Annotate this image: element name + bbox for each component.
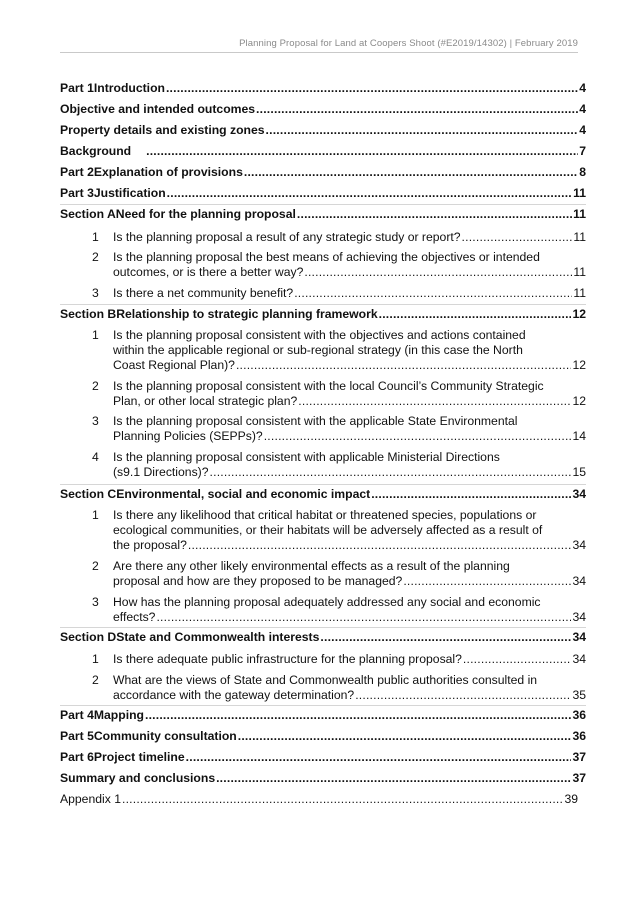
dot-leader bbox=[156, 610, 571, 625]
toc-page-number: 37 bbox=[572, 771, 586, 785]
divider bbox=[60, 204, 586, 205]
dot-leader bbox=[122, 792, 563, 807]
toc-question-a3[interactable] bbox=[92, 286, 586, 301]
toc-entry-part-2[interactable] bbox=[60, 165, 586, 180]
toc-page-number: 14 bbox=[572, 429, 586, 443]
toc-section-label: Section C bbox=[60, 487, 117, 501]
dot-leader bbox=[210, 465, 572, 480]
divider bbox=[60, 304, 586, 305]
toc-page-number: 8 bbox=[579, 165, 586, 179]
question-text-line: the proposal? bbox=[113, 538, 187, 552]
toc-question-d1[interactable] bbox=[92, 652, 586, 667]
toc-part-label: Part 5 bbox=[60, 729, 94, 743]
question-text-line: Is the planning proposal consistent with the objectives and actions contained bbox=[113, 328, 526, 342]
question-text-line: Is there any likelihood that critical habitat or threatened species, populations or bbox=[113, 508, 537, 522]
toc-page-number: 34 bbox=[572, 630, 586, 644]
toc-part-label: Part 3 bbox=[60, 186, 94, 200]
toc-entry-part-3[interactable] bbox=[60, 186, 586, 201]
toc-entry-section-d[interactable] bbox=[60, 630, 586, 645]
question-number: 1 bbox=[92, 328, 99, 342]
toc-page-number: 12 bbox=[572, 358, 586, 372]
toc-page-number: 4 bbox=[579, 102, 586, 116]
question-number: 1 bbox=[92, 230, 99, 244]
question-number: 2 bbox=[92, 250, 99, 264]
dot-leader bbox=[379, 307, 572, 322]
toc-page-number: 37 bbox=[572, 750, 586, 764]
toc-entry-title: Objective and intended outcomes bbox=[60, 102, 256, 116]
toc-page-number: 11 bbox=[573, 230, 586, 244]
dot-leader bbox=[371, 487, 571, 502]
toc-page-number: 36 bbox=[572, 729, 586, 743]
toc-entry-summary[interactable] bbox=[60, 771, 586, 786]
toc-page-number: 11 bbox=[573, 286, 586, 300]
question-text-line: Plan, or other local strategic plan? bbox=[113, 394, 298, 408]
toc-page-number: 4 bbox=[579, 81, 586, 95]
toc-entry-title: Project timeline bbox=[93, 750, 185, 764]
question-text-line: What are the views of State and Commonwealth public authorities consulted in bbox=[113, 673, 538, 687]
dot-leader bbox=[462, 230, 573, 245]
question-text-line: outcomes, or is there a better way? bbox=[113, 265, 304, 279]
toc-page-number: 36 bbox=[572, 708, 586, 722]
toc-entry-part-6[interactable] bbox=[60, 750, 586, 765]
question-text-line: (s9.1 Directions)? bbox=[113, 465, 209, 479]
toc-page-number: 34 bbox=[572, 487, 586, 501]
toc-entry-title: Justification bbox=[93, 186, 166, 200]
question-text-line: Is the planning proposal consistent with applicable Ministerial Directions bbox=[113, 450, 500, 464]
toc-entry-part-4[interactable] bbox=[60, 708, 586, 723]
question-number: 2 bbox=[92, 379, 99, 393]
dot-leader bbox=[266, 123, 579, 138]
question-number: 2 bbox=[92, 673, 99, 687]
toc-entry-title: Relationship to strategic planning framework bbox=[116, 307, 378, 321]
toc-page-number: 4 bbox=[579, 123, 586, 137]
toc-entry-title: Property details and existing zones bbox=[60, 123, 265, 137]
question-text: Is there adequate public infrastructure for the planning proposal? bbox=[113, 652, 462, 666]
toc-page-number: 11 bbox=[573, 265, 586, 279]
question-number: 4 bbox=[92, 450, 99, 464]
toc-entry-title: Background bbox=[60, 144, 132, 158]
toc-entry-title: Mapping bbox=[93, 708, 144, 722]
question-text: Is the planning proposal a result of any strategic study or report? bbox=[113, 230, 461, 244]
toc-page-number: 15 bbox=[572, 465, 586, 479]
question-number: 3 bbox=[92, 286, 99, 300]
question-number: 3 bbox=[92, 595, 99, 609]
dot-leader bbox=[304, 265, 572, 280]
toc-entry-title: State and Commonwealth interests bbox=[116, 630, 320, 644]
question-text-line: accordance with the gateway determination? bbox=[113, 688, 355, 702]
toc-page-number: 11 bbox=[573, 186, 586, 200]
header-rule bbox=[60, 52, 578, 53]
toc-entry-title: Community consultation bbox=[93, 729, 237, 743]
toc-entry-section-b[interactable] bbox=[60, 307, 586, 322]
dot-leader bbox=[236, 358, 571, 373]
toc-section-label: Section A bbox=[60, 207, 116, 221]
question-text-line: Planning Policies (SEPPs)? bbox=[113, 429, 263, 443]
question-number: 2 bbox=[92, 559, 99, 573]
toc-page-number: 12 bbox=[572, 394, 586, 408]
toc-entry-appendix-1[interactable] bbox=[60, 792, 578, 807]
toc-page-number: 39 bbox=[564, 792, 578, 806]
toc-section-label: Section D bbox=[60, 630, 117, 644]
toc-entry-section-c[interactable] bbox=[60, 487, 586, 502]
toc-question-d2[interactable] bbox=[92, 673, 586, 703]
toc-entry-title: Appendix 1 bbox=[60, 792, 121, 806]
dot-leader bbox=[463, 652, 572, 667]
question-number: 1 bbox=[92, 508, 99, 522]
toc-page-number: 34 bbox=[572, 610, 586, 624]
toc-part-label: Part 1 bbox=[60, 81, 94, 95]
question-text-line: ecological communities, or their habitats will be adversely affected as a result of bbox=[113, 523, 543, 537]
toc-entry-section-a[interactable] bbox=[60, 207, 586, 222]
toc-page-number: 7 bbox=[579, 144, 586, 158]
toc-entry-objective[interactable] bbox=[60, 102, 586, 117]
dot-leader bbox=[145, 708, 571, 723]
toc-question-b3[interactable] bbox=[92, 414, 586, 444]
question-number: 1 bbox=[92, 652, 99, 666]
toc-page-number: 34 bbox=[572, 652, 586, 666]
toc-entry-title: Summary and conclusions bbox=[60, 771, 216, 785]
dot-leader bbox=[238, 729, 572, 744]
question-text-line: Are there any other likely environmental effects as a result of the planning bbox=[113, 559, 510, 573]
toc-entry-property[interactable] bbox=[60, 123, 586, 138]
question-text-line: Coast Regional Plan)? bbox=[113, 358, 235, 372]
dot-leader bbox=[186, 750, 572, 765]
toc-entry-part-1[interactable] bbox=[60, 81, 586, 96]
running-header: Planning Proposal for Land at Coopers Shoot (#E2019/14302) | February 2019 bbox=[239, 38, 578, 49]
dot-leader bbox=[146, 144, 578, 159]
divider bbox=[60, 705, 586, 706]
dot-leader bbox=[403, 574, 571, 589]
question-text-line: effects? bbox=[113, 610, 156, 624]
toc-page-number: 34 bbox=[572, 538, 586, 552]
toc-question-a1[interactable] bbox=[92, 230, 586, 245]
dot-leader bbox=[167, 186, 572, 201]
question-text-line: Is the planning proposal consistent with the applicable State Environmental bbox=[113, 414, 518, 428]
toc-entry-part-5[interactable] bbox=[60, 729, 586, 744]
toc-question-c1[interactable] bbox=[92, 508, 586, 553]
question-text-line: proposal and how are they proposed to be managed? bbox=[113, 574, 403, 588]
toc-part-label: Part 2 bbox=[60, 165, 94, 179]
toc-entry-background[interactable] bbox=[60, 144, 586, 159]
toc-section-label: Section B bbox=[60, 307, 117, 321]
toc-page-number: 11 bbox=[573, 207, 586, 221]
toc-entry-title: Environmental, social and economic impact bbox=[116, 487, 371, 501]
dot-leader bbox=[216, 771, 571, 786]
toc-question-c2[interactable] bbox=[92, 559, 586, 589]
dot-leader bbox=[297, 207, 572, 222]
divider bbox=[60, 484, 586, 485]
toc-entry-title: Introduction bbox=[93, 81, 165, 95]
toc-entry-title: Explanation of provisions bbox=[93, 165, 243, 179]
toc-part-label: Part 4 bbox=[60, 708, 94, 722]
dot-leader bbox=[244, 165, 578, 180]
toc-page-number: 12 bbox=[572, 307, 586, 321]
dot-leader bbox=[264, 429, 572, 444]
question-text-line: within the applicable regional or sub-regional strategy (in this case the North bbox=[113, 343, 523, 357]
toc-part-label: Part 6 bbox=[60, 750, 94, 764]
dot-leader bbox=[320, 630, 571, 645]
question-number: 3 bbox=[92, 414, 99, 428]
toc-question-b1[interactable] bbox=[92, 328, 586, 373]
question-text-line: Is the planning proposal the best means of achieving the objectives or intended bbox=[113, 250, 540, 264]
dot-leader bbox=[294, 286, 572, 301]
question-text-line: Is the planning proposal consistent with the local Council’s Community Strategic bbox=[113, 379, 544, 393]
dot-leader bbox=[256, 102, 578, 117]
toc-question-b4[interactable] bbox=[92, 450, 586, 480]
toc-entry-title: Need for the planning proposal bbox=[115, 207, 296, 221]
dot-leader bbox=[298, 394, 571, 409]
toc-question-c3[interactable] bbox=[92, 595, 586, 625]
dot-leader bbox=[188, 538, 572, 553]
divider bbox=[60, 627, 586, 628]
toc-question-b2[interactable] bbox=[92, 379, 586, 409]
toc-question-a2[interactable] bbox=[92, 250, 586, 280]
question-text-line: How has the planning proposal adequately addressed any social and economic bbox=[113, 595, 541, 609]
dot-leader bbox=[166, 81, 578, 96]
dot-leader bbox=[355, 688, 571, 703]
question-text: Is there a net community benefit? bbox=[113, 286, 294, 300]
toc-page-number: 34 bbox=[572, 574, 586, 588]
toc-page-number: 35 bbox=[572, 688, 586, 702]
